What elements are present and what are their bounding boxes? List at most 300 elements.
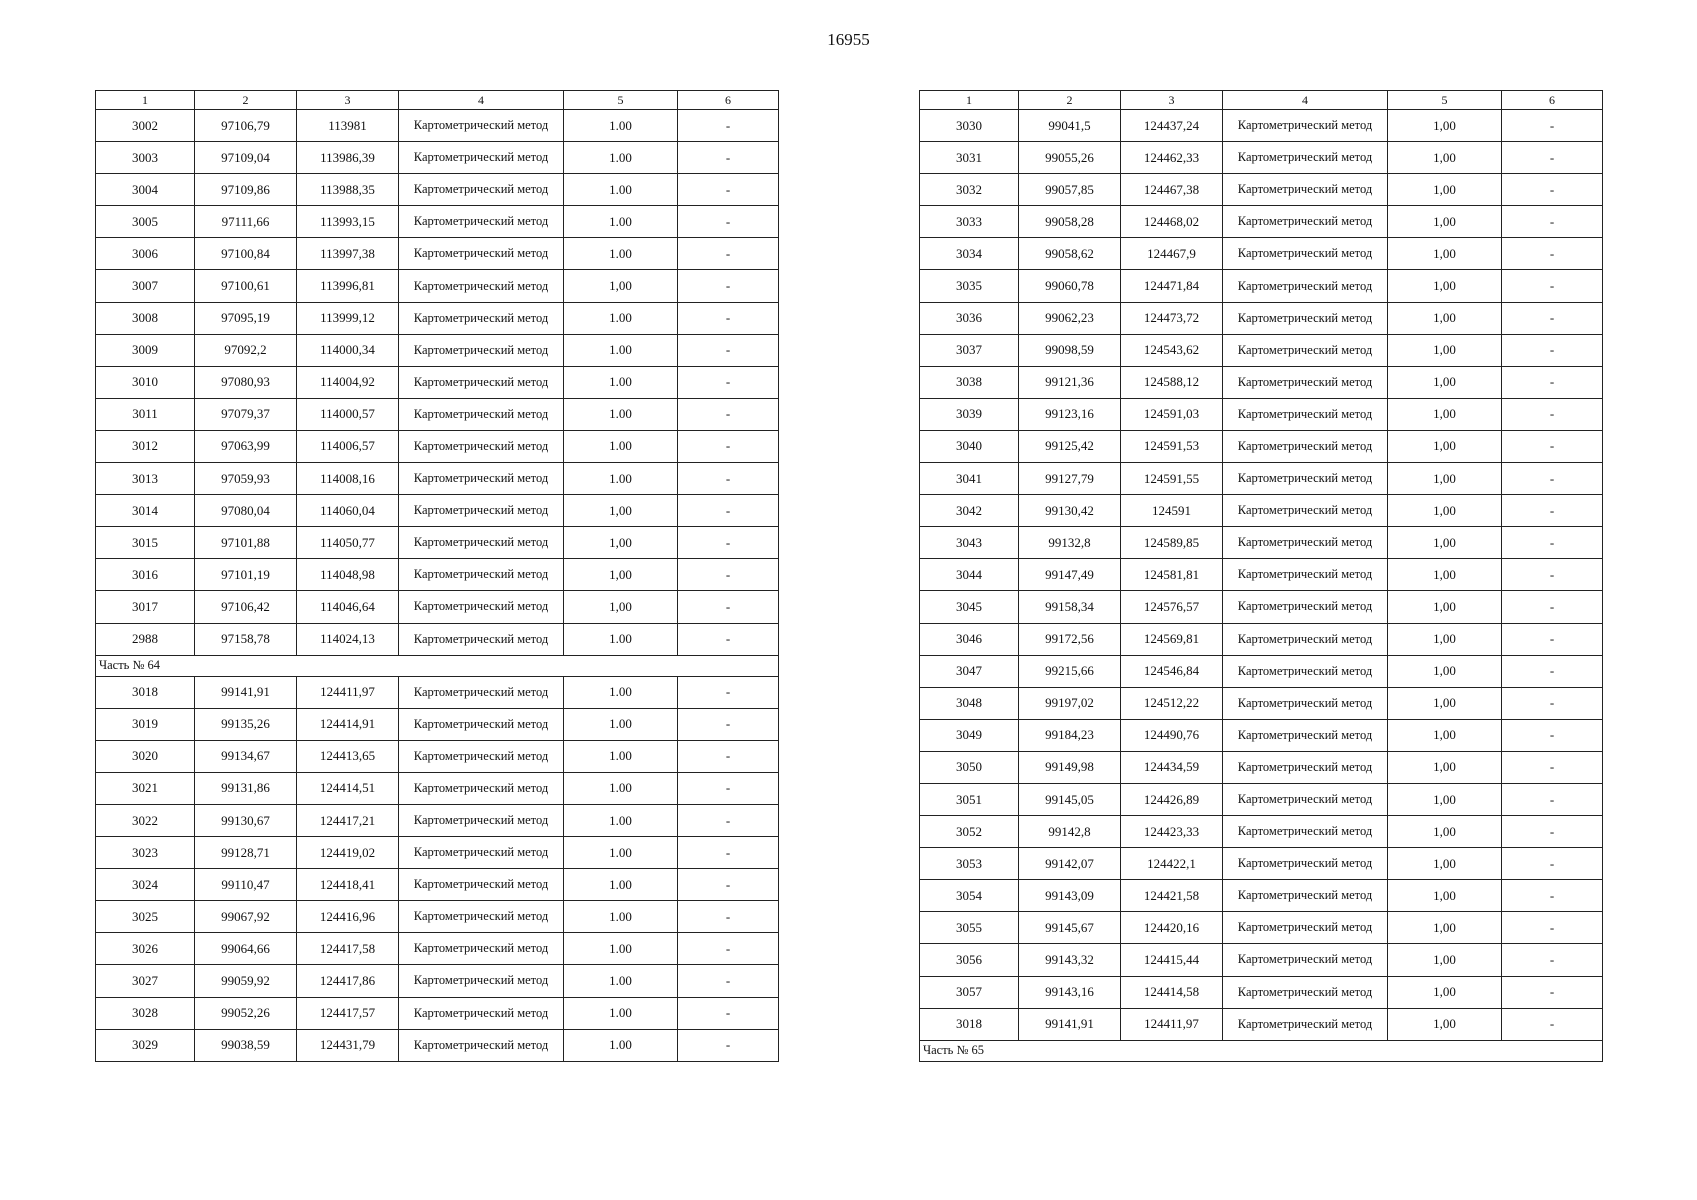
cell-point-number: 3036 [920,302,1019,334]
cell-note: - [678,804,779,836]
cell-method: Картометрический метод [399,334,564,366]
cell-accuracy: 1.00 [564,238,678,270]
cell-y-coordinate: 124471,84 [1121,270,1223,302]
cell-accuracy: 1,00 [1388,110,1502,142]
cell-y-coordinate: 124417,21 [297,804,399,836]
table-row [920,270,1603,302]
cell-x-coordinate: 99197,02 [1019,687,1121,719]
table-row [920,816,1603,848]
cell-accuracy: 1,00 [1388,495,1502,527]
cell-y-coordinate: 114060,04 [297,495,399,527]
cell-accuracy: 1.00 [564,623,678,655]
cell-y-coordinate: 124467,38 [1121,174,1223,206]
cell-method: Картометрический метод [399,238,564,270]
cell-note: - [678,1029,779,1061]
cell-point-number: 3006 [96,238,195,270]
table-row [96,997,779,1029]
cell-accuracy: 1,00 [1388,816,1502,848]
cell-y-coordinate: 124417,57 [297,997,399,1029]
cell-note: - [1502,912,1603,944]
cell-note: - [678,463,779,495]
cell-accuracy: 1,00 [1388,719,1502,751]
table-row [920,430,1603,462]
cell-x-coordinate: 99132,8 [1019,527,1121,559]
table-row [96,837,779,869]
cell-accuracy: 1,00 [1388,334,1502,366]
cell-y-coordinate: 114006,57 [297,430,399,462]
cell-method: Картометрический метод [399,901,564,933]
cell-method: Картометрический метод [1223,912,1388,944]
cell-method: Картометрический метод [399,676,564,708]
cell-point-number: 3055 [920,912,1019,944]
cell-note: - [1502,238,1603,270]
cell-y-coordinate: 113986,39 [297,142,399,174]
cell-y-coordinate: 124569,81 [1121,623,1223,655]
cell-accuracy: 1,00 [1388,848,1502,880]
cell-note: - [1502,110,1603,142]
cell-note: - [678,772,779,804]
cell-method: Картометрический метод [399,623,564,655]
cell-x-coordinate: 99131,86 [195,772,297,804]
cell-note: - [1502,751,1603,783]
cell-note: - [1502,366,1603,398]
cell-x-coordinate: 99158,34 [1019,591,1121,623]
cell-accuracy: 1,00 [1388,591,1502,623]
cell-note: - [1502,495,1603,527]
cell-y-coordinate: 124414,58 [1121,976,1223,1008]
cell-note: - [678,334,779,366]
cell-point-number: 3022 [96,804,195,836]
cell-note: - [678,901,779,933]
table-row [920,591,1603,623]
cell-point-number: 3047 [920,655,1019,687]
table-row [920,655,1603,687]
cell-y-coordinate: 114024,13 [297,623,399,655]
cell-method: Картометрический метод [1223,816,1388,848]
cell-point-number: 3025 [96,901,195,933]
cell-accuracy: 1.00 [564,997,678,1029]
cell-note: - [678,174,779,206]
cell-method: Картометрический метод [399,997,564,1029]
cell-note: - [678,302,779,334]
cell-x-coordinate: 99143,16 [1019,976,1121,1008]
cell-y-coordinate: 124413,65 [297,740,399,772]
table-row [920,719,1603,751]
cell-x-coordinate: 99038,59 [195,1029,297,1061]
cell-note: - [678,708,779,740]
cell-note: - [678,110,779,142]
table-row [920,623,1603,655]
cell-point-number: 3027 [96,965,195,997]
cell-accuracy: 1.00 [564,206,678,238]
cell-y-coordinate: 113996,81 [297,270,399,302]
cell-point-number: 3020 [96,740,195,772]
cell-point-number: 2988 [96,623,195,655]
column-header: 3 [297,91,399,110]
cell-point-number: 3005 [96,206,195,238]
cell-point-number: 3023 [96,837,195,869]
table-row [96,933,779,965]
cell-point-number: 3024 [96,869,195,901]
cell-y-coordinate: 124416,96 [297,901,399,933]
cell-point-number: 3041 [920,463,1019,495]
table-row [96,901,779,933]
cell-method: Картометрический метод [1223,880,1388,912]
cell-y-coordinate: 124591,55 [1121,463,1223,495]
cell-accuracy: 1,00 [1388,206,1502,238]
cell-method: Картометрический метод [1223,719,1388,751]
cell-method: Картометрический метод [399,772,564,804]
cell-method: Картометрический метод [399,527,564,559]
cell-note: - [1502,719,1603,751]
cell-y-coordinate: 124431,79 [297,1029,399,1061]
cell-point-number: 3044 [920,559,1019,591]
cell-y-coordinate: 124419,02 [297,837,399,869]
cell-method: Картометрический метод [1223,206,1388,238]
cell-note: - [678,238,779,270]
column-header: 6 [678,91,779,110]
cell-accuracy: 1.00 [564,334,678,366]
table-row [920,559,1603,591]
table-row [96,965,779,997]
cell-accuracy: 1,00 [1388,944,1502,976]
cell-accuracy: 1.00 [564,933,678,965]
table-row [96,430,779,462]
cell-x-coordinate: 99060,78 [1019,270,1121,302]
cell-accuracy: 1,00 [564,495,678,527]
cell-accuracy: 1.00 [564,463,678,495]
cell-accuracy: 1.00 [564,174,678,206]
cell-method: Картометрический метод [1223,848,1388,880]
cell-point-number: 3035 [920,270,1019,302]
cell-method: Картометрический метод [1223,398,1388,430]
column-header: 6 [1502,91,1603,110]
cell-method: Картометрический метод [399,366,564,398]
table-row [96,238,779,270]
cell-method: Картометрический метод [1223,655,1388,687]
table-row [96,206,779,238]
cell-accuracy: 1,00 [1388,270,1502,302]
cell-y-coordinate: 124576,57 [1121,591,1223,623]
cell-x-coordinate: 97106,79 [195,110,297,142]
cell-y-coordinate: 114004,92 [297,366,399,398]
table-row [96,804,779,836]
column-header: 1 [96,91,195,110]
cell-x-coordinate: 99125,42 [1019,430,1121,462]
cell-accuracy: 1,00 [564,270,678,302]
cell-note: - [678,366,779,398]
cell-accuracy: 1.00 [564,676,678,708]
cell-method: Картометрический метод [1223,302,1388,334]
cell-accuracy: 1.00 [564,901,678,933]
cell-y-coordinate: 124418,41 [297,869,399,901]
cell-x-coordinate: 99067,92 [195,901,297,933]
cell-point-number: 3003 [96,142,195,174]
table-row [96,740,779,772]
cell-accuracy: 1.00 [564,804,678,836]
cell-x-coordinate: 99135,26 [195,708,297,740]
cell-method: Картометрический метод [1223,944,1388,976]
cell-point-number: 3032 [920,174,1019,206]
cell-y-coordinate: 124490,76 [1121,719,1223,751]
cell-x-coordinate: 99130,67 [195,804,297,836]
cell-accuracy: 1.00 [564,110,678,142]
cell-method: Картометрический метод [399,559,564,591]
cell-x-coordinate: 97080,04 [195,495,297,527]
cell-x-coordinate: 99055,26 [1019,142,1121,174]
cell-y-coordinate: 124414,91 [297,708,399,740]
cell-accuracy: 1,00 [1388,527,1502,559]
column-header: 2 [195,91,297,110]
cell-accuracy: 1,00 [1388,623,1502,655]
cell-x-coordinate: 97109,86 [195,174,297,206]
table-row [96,334,779,366]
cell-note: - [678,430,779,462]
cell-x-coordinate: 99149,98 [1019,751,1121,783]
cell-x-coordinate: 99134,67 [195,740,297,772]
cell-method: Картометрический метод [1223,976,1388,1008]
cell-y-coordinate: 124417,86 [297,965,399,997]
table-row [96,110,779,142]
cell-point-number: 3039 [920,398,1019,430]
cell-note: - [678,869,779,901]
table-row [96,142,779,174]
cell-note: - [678,997,779,1029]
cell-note: - [678,965,779,997]
table-row [96,708,779,740]
cell-accuracy: 1,00 [1388,174,1502,206]
cell-x-coordinate: 97100,61 [195,270,297,302]
cell-method: Картометрический метод [1223,623,1388,655]
table-row [96,676,779,708]
cell-note: - [678,559,779,591]
cell-x-coordinate: 99110,47 [195,869,297,901]
cell-point-number: 3051 [920,783,1019,815]
cell-point-number: 3031 [920,142,1019,174]
cell-accuracy: 1,00 [1388,366,1502,398]
cell-point-number: 3014 [96,495,195,527]
cell-accuracy: 1,00 [564,591,678,623]
cell-x-coordinate: 99052,26 [195,997,297,1029]
cell-point-number: 3021 [96,772,195,804]
cell-method: Картометрический метод [1223,783,1388,815]
cell-x-coordinate: 99145,05 [1019,783,1121,815]
cell-y-coordinate: 124414,51 [297,772,399,804]
cell-accuracy: 1,00 [1388,880,1502,912]
column-header: 1 [920,91,1019,110]
table-header-row [920,91,1603,110]
cell-x-coordinate: 97158,78 [195,623,297,655]
cell-note: - [1502,527,1603,559]
cell-point-number: 3007 [96,270,195,302]
cell-method: Картометрический метод [399,740,564,772]
cell-point-number: 3043 [920,527,1019,559]
cell-accuracy: 1,00 [1388,783,1502,815]
cell-y-coordinate: 124411,97 [297,676,399,708]
cell-y-coordinate: 114046,64 [297,591,399,623]
cell-point-number: 3030 [920,110,1019,142]
table-row [920,912,1603,944]
section-label-row [96,655,779,676]
cell-x-coordinate: 99172,56 [1019,623,1121,655]
column-header: 5 [1388,91,1502,110]
cell-x-coordinate: 99058,62 [1019,238,1121,270]
cell-method: Картометрический метод [399,869,564,901]
cell-point-number: 3008 [96,302,195,334]
table-row [920,206,1603,238]
table-row [96,366,779,398]
cell-note: - [1502,174,1603,206]
cell-point-number: 3029 [96,1029,195,1061]
cell-y-coordinate: 124467,9 [1121,238,1223,270]
table-row [920,880,1603,912]
cell-x-coordinate: 97080,93 [195,366,297,398]
cell-y-coordinate: 124543,62 [1121,334,1223,366]
cell-x-coordinate: 99184,23 [1019,719,1121,751]
cell-note: - [678,837,779,869]
cell-point-number: 3016 [96,559,195,591]
cell-point-number: 3019 [96,708,195,740]
table-row [920,848,1603,880]
cell-y-coordinate: 124415,44 [1121,944,1223,976]
cell-point-number: 3034 [920,238,1019,270]
cell-method: Картометрический метод [399,965,564,997]
cell-x-coordinate: 97059,93 [195,463,297,495]
section-label: Часть № 65 [920,1040,1603,1061]
cell-point-number: 3053 [920,848,1019,880]
cell-note: - [1502,655,1603,687]
cell-x-coordinate: 97095,19 [195,302,297,334]
table-header-row [96,91,779,110]
cell-point-number: 3057 [920,976,1019,1008]
cell-point-number: 3015 [96,527,195,559]
cell-x-coordinate: 97063,99 [195,430,297,462]
cell-point-number: 3028 [96,997,195,1029]
cell-note: - [678,623,779,655]
cell-method: Картометрический метод [1223,270,1388,302]
cell-y-coordinate: 124411,97 [1121,1008,1223,1040]
coordinates-table-left [95,90,779,1062]
cell-x-coordinate: 99142,07 [1019,848,1121,880]
cell-accuracy: 1,00 [1388,463,1502,495]
cell-method: Картометрический метод [1223,238,1388,270]
cell-y-coordinate: 124591,03 [1121,398,1223,430]
cell-accuracy: 1,00 [1388,238,1502,270]
table-row [920,174,1603,206]
cell-note: - [1502,944,1603,976]
cell-note: - [1502,687,1603,719]
cell-y-coordinate: 124421,58 [1121,880,1223,912]
table-row [920,334,1603,366]
cell-method: Картометрический метод [399,708,564,740]
cell-accuracy: 1,00 [1388,398,1502,430]
cell-note: - [1502,142,1603,174]
cell-method: Картометрический метод [399,837,564,869]
cell-method: Картометрический метод [1223,366,1388,398]
table-row [96,174,779,206]
cell-point-number: 3054 [920,880,1019,912]
table-row [920,783,1603,815]
table-row [920,142,1603,174]
table-row [96,869,779,901]
cell-note: - [678,933,779,965]
table-row [920,976,1603,1008]
cell-method: Картометрический метод [1223,110,1388,142]
cell-point-number: 3048 [920,687,1019,719]
cell-note: - [1502,880,1603,912]
cell-note: - [678,206,779,238]
cell-x-coordinate: 99143,09 [1019,880,1121,912]
cell-y-coordinate: 114050,77 [297,527,399,559]
cell-note: - [1502,398,1603,430]
cell-method: Картометрический метод [399,933,564,965]
cell-point-number: 3042 [920,495,1019,527]
cell-method: Картометрический метод [1223,174,1388,206]
cell-x-coordinate: 99098,59 [1019,334,1121,366]
cell-y-coordinate: 124468,02 [1121,206,1223,238]
cell-point-number: 3010 [96,366,195,398]
table-row [920,463,1603,495]
cell-method: Картометрический метод [399,463,564,495]
cell-accuracy: 1,00 [1388,559,1502,591]
cell-note: - [678,591,779,623]
table-row [96,527,779,559]
cell-point-number: 3046 [920,623,1019,655]
table-row [920,110,1603,142]
cell-y-coordinate: 124588,12 [1121,366,1223,398]
cell-y-coordinate: 124417,58 [297,933,399,965]
cell-x-coordinate: 99057,85 [1019,174,1121,206]
cell-method: Картометрический метод [1223,495,1388,527]
cell-y-coordinate: 114048,98 [297,559,399,591]
cell-x-coordinate: 97106,42 [195,591,297,623]
cell-note: - [678,398,779,430]
table-row [96,270,779,302]
cell-x-coordinate: 99041,5 [1019,110,1121,142]
cell-method: Картометрический метод [399,174,564,206]
cell-y-coordinate: 124426,89 [1121,783,1223,815]
cell-accuracy: 1.00 [564,366,678,398]
table-row [96,1029,779,1061]
cell-x-coordinate: 99064,66 [195,933,297,965]
cell-method: Картометрический метод [1223,142,1388,174]
cell-accuracy: 1.00 [564,965,678,997]
cell-x-coordinate: 99058,28 [1019,206,1121,238]
cell-accuracy: 1.00 [564,302,678,334]
cell-y-coordinate: 124581,81 [1121,559,1223,591]
cell-accuracy: 1,00 [564,527,678,559]
cell-point-number: 3002 [96,110,195,142]
cell-accuracy: 1.00 [564,740,678,772]
cell-point-number: 3017 [96,591,195,623]
cell-method: Картометрический метод [1223,559,1388,591]
column-header: 2 [1019,91,1121,110]
cell-y-coordinate: 124512,22 [1121,687,1223,719]
table-row [920,944,1603,976]
cell-point-number: 3050 [920,751,1019,783]
cell-note: - [678,142,779,174]
table-row [920,495,1603,527]
cell-method: Картометрический метод [1223,591,1388,623]
cell-x-coordinate: 99145,67 [1019,912,1121,944]
cell-accuracy: 1,00 [1388,687,1502,719]
cell-x-coordinate: 97079,37 [195,398,297,430]
cell-accuracy: 1,00 [1388,976,1502,1008]
cell-x-coordinate: 99130,42 [1019,495,1121,527]
cell-y-coordinate: 124591 [1121,495,1223,527]
cell-method: Картометрический метод [1223,334,1388,366]
cell-x-coordinate: 97092,2 [195,334,297,366]
